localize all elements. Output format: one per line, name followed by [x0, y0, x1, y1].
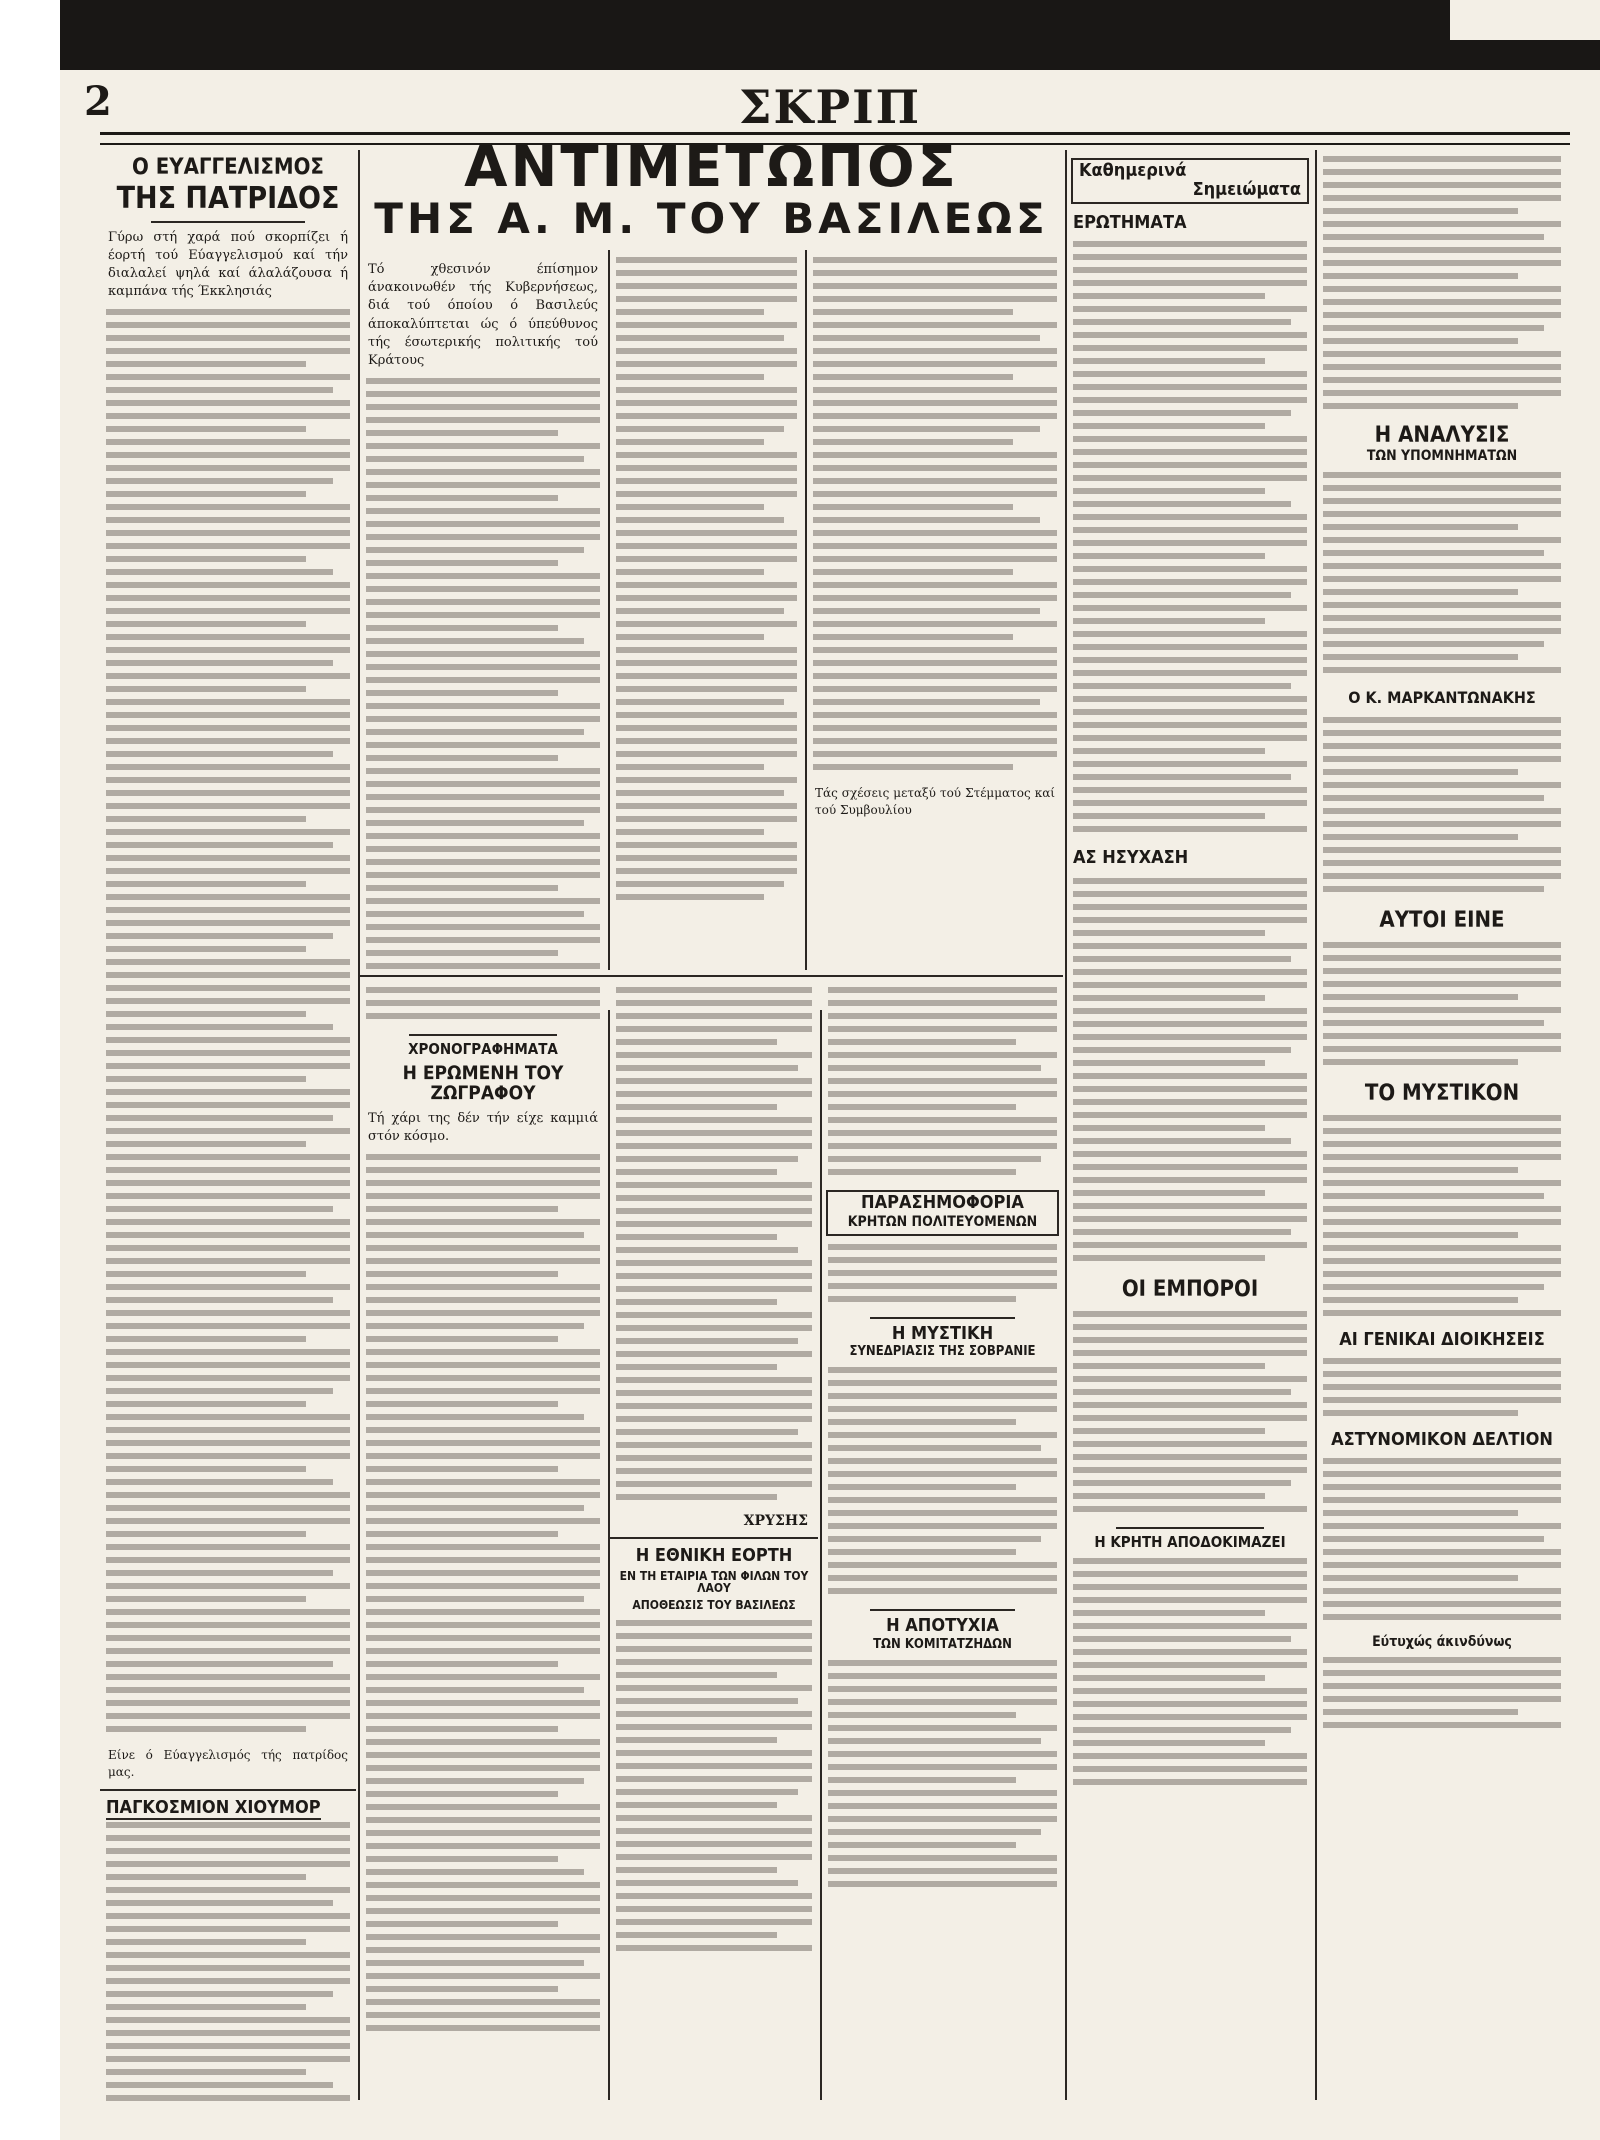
article-title: Η ΕΘΝΙΚΗ ΕΟΡΤΗ	[635, 1545, 793, 1566]
article-closing: Είνε ό Εύαγγελισμός τής πατρίδος μας.	[108, 1748, 348, 1780]
column-analysis	[1317, 148, 1567, 2108]
article-lead: Τό χθεσινόν έπίσημον άνακοινωθέν τής Κυβερνήσεως, διά τού όποίου ό Βασιλεύς άποκαλύπτεται ώς ό ύπεύθυνος τής έσωτερικής πολιτικής τού Κράτους	[368, 262, 598, 368]
headline-line2: ΤΗΣ Α. Μ. ΤΟΥ ΒΑΣΙΛΕΩΣ	[374, 194, 1049, 243]
article-body	[100, 307, 356, 1741]
main-article-col1	[360, 255, 606, 970]
article-subtitle: ΑΠΟΘΕΩΣΙΣ ΤΟΥ ΒΑΣΙΛΕΩΣ	[632, 1598, 796, 1613]
page-number: 2	[84, 78, 112, 125]
middle-column	[610, 985, 818, 2100]
article-subtitle: ΣΥΝΕΔΡΙΑΣΙΣ ΤΗΣ ΣΟΒΡΑΝΙΕ	[849, 1344, 1036, 1360]
article-text: Τάς σχέσεις μεταξύ τού Στέμματος καί τού Συμβουλίου	[815, 786, 1055, 817]
main-headline	[360, 140, 1063, 250]
article-title: Ο Κ. ΜΑΡΚΑΝΤΩΝΑΚΗΣ	[1348, 687, 1536, 707]
article-subtitle: ΤΩΝ ΥΠΟΜΝΗΜΑΤΩΝ	[1366, 448, 1518, 465]
article-title: ΑΥΤΟΙ ΕΙΝΕ	[1379, 907, 1505, 933]
newspaper-title: ΣΚΡΙΠ	[738, 80, 922, 134]
article-title: ΤΗΣ ΠΑΤΡΙΔΟΣ	[116, 181, 340, 217]
section-title: Καθημερινά	[1079, 160, 1187, 181]
headline-line1: ΑΝΤΙΜΕΤΩΠΟΣ	[464, 140, 959, 200]
reports-column	[822, 985, 1063, 2100]
article-signature: ΧΡΥΣΗΣ	[743, 1513, 808, 1529]
section-title: Σημειώματα	[1192, 178, 1301, 200]
main-article-col3	[807, 255, 1063, 970]
article-title: ΑΙ ΓΕΝΙΚΑΙ ΔΙΟΙΚΗΣΕΙΣ	[1339, 1328, 1545, 1350]
humor-body	[100, 1820, 356, 2108]
column-kathimerina	[1067, 148, 1313, 2108]
article-title: ΤΟ ΜΥΣΤΙΚΟΝ	[1364, 1080, 1520, 1106]
paraskhomoforia-box	[826, 1190, 1059, 1236]
article-title: Η ΑΠΟΤΥΧΙΑ	[886, 1615, 999, 1637]
main-article-col2	[610, 255, 803, 970]
article-title: Η ΕΡΩΜΕΝΗ ΤΟΥ ΖΩΓΡΑΦΟΥ	[402, 1061, 564, 1104]
section-label: ΧΡΟΝΟΓΡΑΦΗΜΑΤΑ	[408, 1040, 558, 1058]
article-subtitle: ΚΡΗΤΩΝ ΠΟΛΙΤΕΥΟΜΕΝΩΝ	[847, 1213, 1038, 1230]
article-subtitle: ΤΩΝ ΚΟΜΙΤΑΤΖΗΔΩΝ	[873, 1637, 1012, 1652]
article-lead: Γύρω στή χαρά πού σκορπίζει ή έορτή τού Εύαγγελισμού καί τήν διαλαλεί ψηλά καί άλαλάζουσα ή καμπάνα τής Έκκλησιάς	[108, 229, 348, 300]
binding-edge	[60, 0, 1600, 70]
article-subtitle: ΕΝ ΤΗ ΕΤΑΙΡΙΑ ΤΩΝ ΦΙΛΩΝ ΤΟΥ ΛΑΟΥ	[619, 1568, 809, 1596]
article-title: Η ΚΡΗΤΗ ΑΠΟΔΟΚΙΜΑΖΕΙ	[1094, 1532, 1286, 1551]
newspaper-page	[60, 0, 1600, 2140]
section-title: Εύτυχώς άκινδύνως	[1372, 1633, 1512, 1650]
article-title: ΑΣΤΥΝΟΜΙΚΟΝ ΔΕΛΤΙΟΝ	[1331, 1428, 1553, 1450]
article-title: Η ΜΥΣΤΙΚΗ	[891, 1322, 994, 1344]
article-title: ΟΙ ΕΜΠΟΡΟΙ	[1121, 1276, 1259, 1302]
kathimerina-banner	[1071, 158, 1309, 204]
section-rule	[360, 975, 1063, 977]
article-title: ΑΣ ΗΣΥΧΑΣΗ	[1073, 846, 1189, 868]
article-title: ΠΑΡΑΣΗΜΟΦΟΡΙΑ	[861, 1192, 1024, 1213]
article-title: ΕΡΩΤΗΜΑΤΑ	[1073, 211, 1187, 233]
article-title: Ο ΕΥΑΓΓΕΛΙΣΜΟΣ	[132, 155, 324, 180]
article-lead: Τή χάρι της δέν τήν είχε καμμιά στόν κόσμο.	[368, 1110, 598, 1144]
section-title: ΠΑΓΚΟΣΜΙΟΝ ΧΙΟΥΜΟΡ	[106, 1796, 321, 1818]
chronographimata-column	[360, 985, 606, 2100]
column-evangelismos	[100, 148, 356, 2108]
article-title: Η ΑΝΑΛΥΣΙΣ	[1374, 423, 1510, 448]
